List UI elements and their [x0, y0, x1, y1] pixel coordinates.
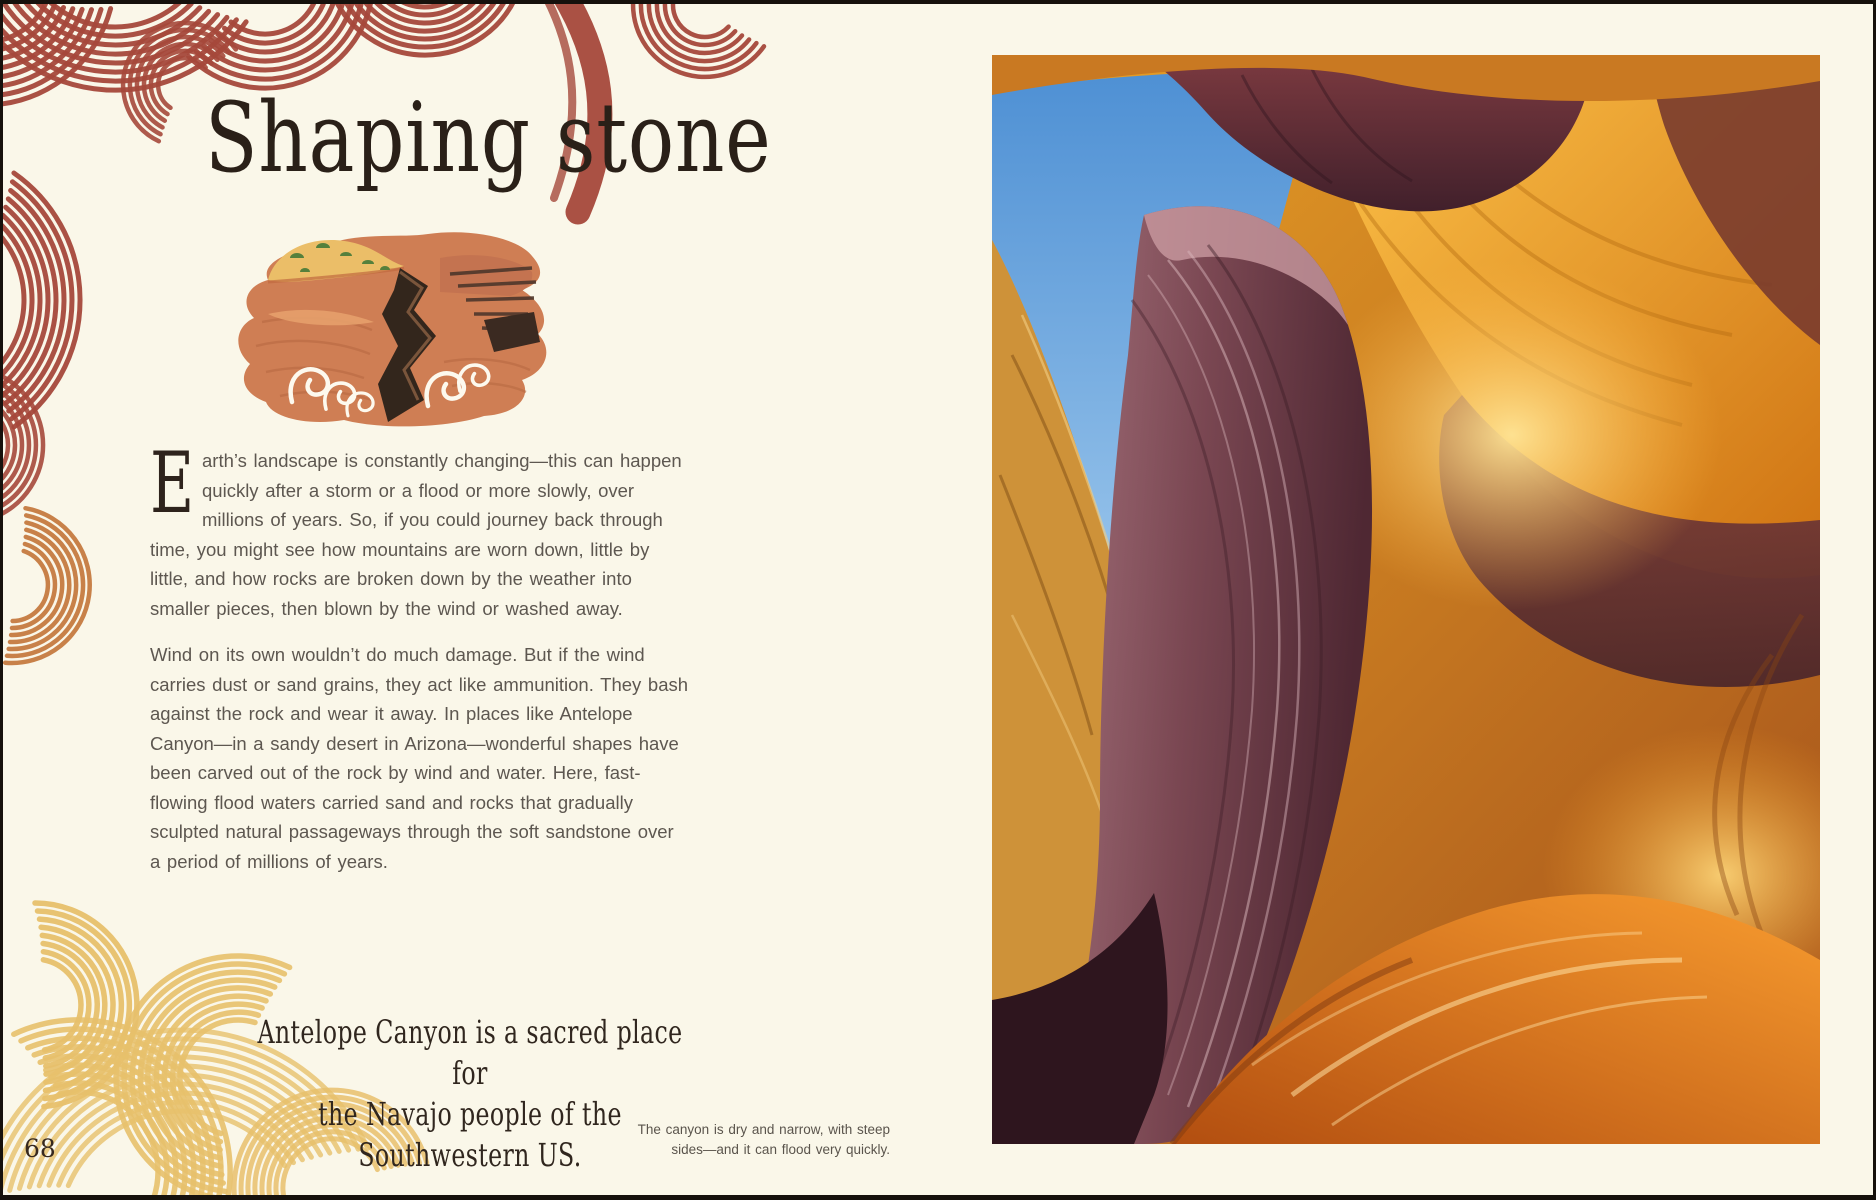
body-text	[150, 434, 690, 893]
page-title: Shaping stone	[205, 82, 772, 194]
antelope-canyon-photo	[992, 55, 1820, 1144]
page-border-bottom	[0, 1195, 1876, 1200]
pull-quote-line-1: Antelope Canyon is a sacred place for	[257, 1013, 683, 1092]
paragraph-1-text: arth’s landscape is constantly changing—this can happen quickly after a storm or a flood or more slowly, over millions of years. So, if you could journey back through time, you might see how mountains are worn down, little by little, and how rocks are broken down by the weather into smaller pieces, then blown by the wind or washed away.	[150, 450, 682, 619]
canyon-illustration	[232, 222, 562, 437]
drop-cap: E	[150, 434, 195, 532]
page-border-left	[0, 0, 3, 1200]
paragraph-2: Wind on its own wouldn’t do much damage. But if the wind carries dust or sand grains, they act like ammunition. They bash against the rock and wear it away. In places like Antelope Canyon—in a sandy desert in Arizona—wonderful shapes have been carved out of the rock by wind and water. Here, fast-flowing flood waters carried sand and rocks that gradually sculpted natural passageways through the soft sandstone over a period of millions of years.	[150, 644, 689, 872]
caption-line-2: sides—and it can flood very quickly.	[671, 1142, 890, 1157]
photo-caption	[540, 1120, 890, 1160]
swirl-stroke	[13, 551, 48, 621]
paragraph-1	[150, 434, 690, 623]
pull-quote-line-2: the Navajo people of the Southwestern US.	[318, 1095, 622, 1174]
swirl-stroke	[673, 0, 729, 37]
page-border-top	[0, 0, 1876, 4]
caption-line-1: The canyon is dry and narrow, with steep	[637, 1122, 890, 1137]
antelope-canyon-art	[992, 55, 1820, 1144]
page-number: 68	[24, 1134, 56, 1163]
